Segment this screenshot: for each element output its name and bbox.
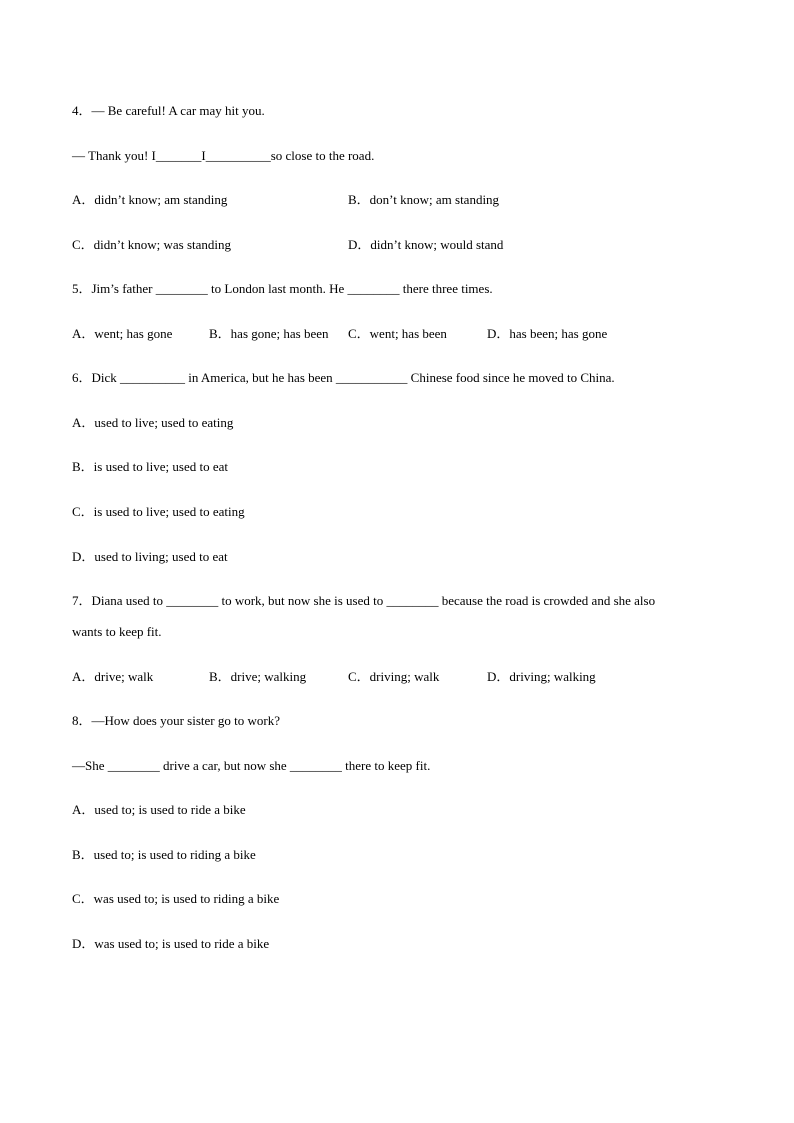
question-8-stem-line-1: 8．—How does your sister go to work?: [72, 713, 280, 728]
question-7-option-a[interactable]: A．drive; walk: [72, 669, 154, 684]
question-6-stem-line-1: 6．Dick __________ in America, but he has been ___________ Chinese food since he moved to China.: [72, 370, 615, 385]
question-7-option-b[interactable]: B．drive; walking: [209, 669, 307, 684]
question-4-stem-line-1: 4．— Be careful! A car may hit you.: [72, 103, 265, 118]
question-5-option-a[interactable]: A．went; has gone: [72, 326, 173, 341]
question-7-stem-line-2: wants to keep fit.: [72, 624, 162, 639]
question-8-option-c[interactable]: C．was used to; is used to riding a bike: [72, 891, 280, 906]
question-8-option-a[interactable]: A．used to; is used to ride a bike: [72, 802, 246, 817]
question-8-option-d[interactable]: D．was used to; is used to ride a bike: [72, 936, 270, 951]
question-4-option-b[interactable]: B．don’t know; am standing: [348, 192, 500, 207]
question-4-stem-line-2: — Thank you! I_______I__________so close to the road.: [72, 148, 375, 163]
question-5-stem-line-1: 5．Jim’s father ________ to London last month. He ________ there three times.: [72, 281, 493, 296]
question-8-stem-line-2: —She ________ drive a car, but now she ________ there to keep fit.: [72, 758, 431, 773]
question-5-option-b[interactable]: B．has gone; has been: [209, 326, 329, 341]
question-4-option-c[interactable]: C．didn’t know; was standing: [72, 237, 232, 252]
question-5-option-c[interactable]: C．went; has been: [348, 326, 447, 341]
question-7-option-c[interactable]: C．driving; walk: [348, 669, 440, 684]
question-4-option-d[interactable]: D．didn’t know; would stand: [348, 237, 504, 252]
question-6-option-a[interactable]: A．used to live; used to eating: [72, 415, 234, 430]
question-6-option-b[interactable]: B．is used to live; used to eat: [72, 459, 228, 474]
question-6-option-d[interactable]: D．used to living; used to eat: [72, 549, 228, 564]
question-4-option-a[interactable]: A．didn’t know; am standing: [72, 192, 228, 207]
question-7-option-d[interactable]: D．driving; walking: [487, 669, 596, 684]
question-6-option-c[interactable]: C．is used to live; used to eating: [72, 504, 245, 519]
question-7-stem-line-1: 7．Diana used to ________ to work, but now she is used to ________ because the road is crowded and she also: [72, 593, 656, 608]
question-8-option-b[interactable]: B．used to; is used to riding a bike: [72, 847, 256, 862]
question-5-option-d[interactable]: D．has been; has gone: [487, 326, 608, 341]
